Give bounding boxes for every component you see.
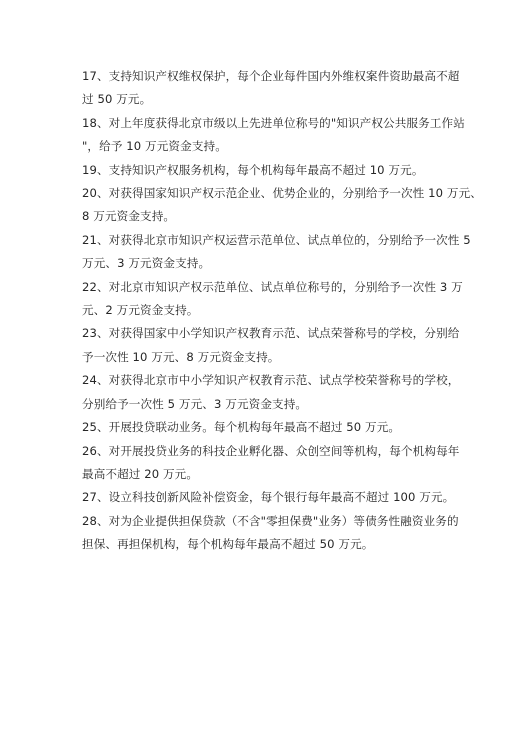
paragraph-line: 23、对获得国家中小学知识产权教育示范、试点荣誉称号的学校，分别给 (82, 326, 460, 341)
paragraph-21 (82, 229, 470, 276)
document-body (82, 65, 482, 557)
paragraph-18 (82, 112, 470, 159)
paragraph-line: 元、2 万元资金支持。 (82, 303, 199, 318)
paragraph-17 (82, 65, 470, 112)
paragraph-line: 21、对获得北京市知识产权运营示范单位、试点单位的，分别给予一次性 5 (82, 232, 471, 247)
paragraph-line: 最高不超过 20 万元。 (82, 466, 199, 481)
paragraph-line: "，给予 10 万元资金支持。 (82, 139, 227, 154)
paragraph-line: 28、对为企业提供担保贷款（不含"零担保费"业务）等债务性融资业务的 (82, 513, 459, 528)
paragraph-27 (82, 486, 470, 509)
paragraph-line: 过 50 万元。 (82, 92, 152, 107)
paragraph-line: 22、对北京市知识产权示范单位、试点单位称号的，分别给予一次性 3 万 (82, 279, 463, 294)
paragraph-line: 19、支持知识产权服务机构，每个机构每年最高不超过 10 万元。 (82, 162, 424, 177)
paragraph-line: 17、支持知识产权维权保护，每个企业每件国内外维权案件资助最高不超 (82, 69, 460, 83)
paragraph-line: 万元、3 万元资金支持。 (82, 256, 211, 271)
paragraph-line: 27、设立科技创新风险补偿资金，每个银行每年最高不超过 100 万元。 (82, 490, 455, 505)
paragraph-line: 8 万元资金支持。 (82, 209, 176, 224)
paragraph-25 (82, 416, 470, 439)
paragraph-line: 分别给予一次性 5 万元、3 万元资金支持。 (82, 396, 308, 411)
paragraph-28 (82, 510, 470, 557)
paragraph-line: 担保、再担保机构，每个机构每年最高不超过 50 万元。 (82, 537, 374, 552)
paragraph-line: 24、对获得北京市中小学知识产权教育示范、试点学校荣誉称号的学校， (82, 373, 460, 388)
paragraph-22 (82, 276, 470, 323)
paragraph-26 (82, 440, 470, 487)
paragraph-24 (82, 369, 470, 416)
paragraph-20 (82, 182, 482, 229)
paragraph-line: 25、开展投贷联动业务。每个机构每年最高不超过 50 万元。 (82, 420, 401, 435)
paragraph-19 (82, 159, 470, 182)
paragraph-line: 予一次性 10 万元、8 万元资金支持。 (82, 349, 280, 364)
paragraph-line: 18、对上年度获得北京市级以上先进单位称号的"知识产权公共服务工作站 (82, 115, 465, 130)
paragraph-line: 26、对开展投贷业务的科技企业孵化器、众创空间等机构，每个机构每年 (82, 443, 460, 458)
paragraph-line: 20、对获得国家知识产权示范企业、优势企业的，分别给予一次性 10 万元、 (82, 186, 482, 201)
paragraph-23 (82, 322, 470, 369)
